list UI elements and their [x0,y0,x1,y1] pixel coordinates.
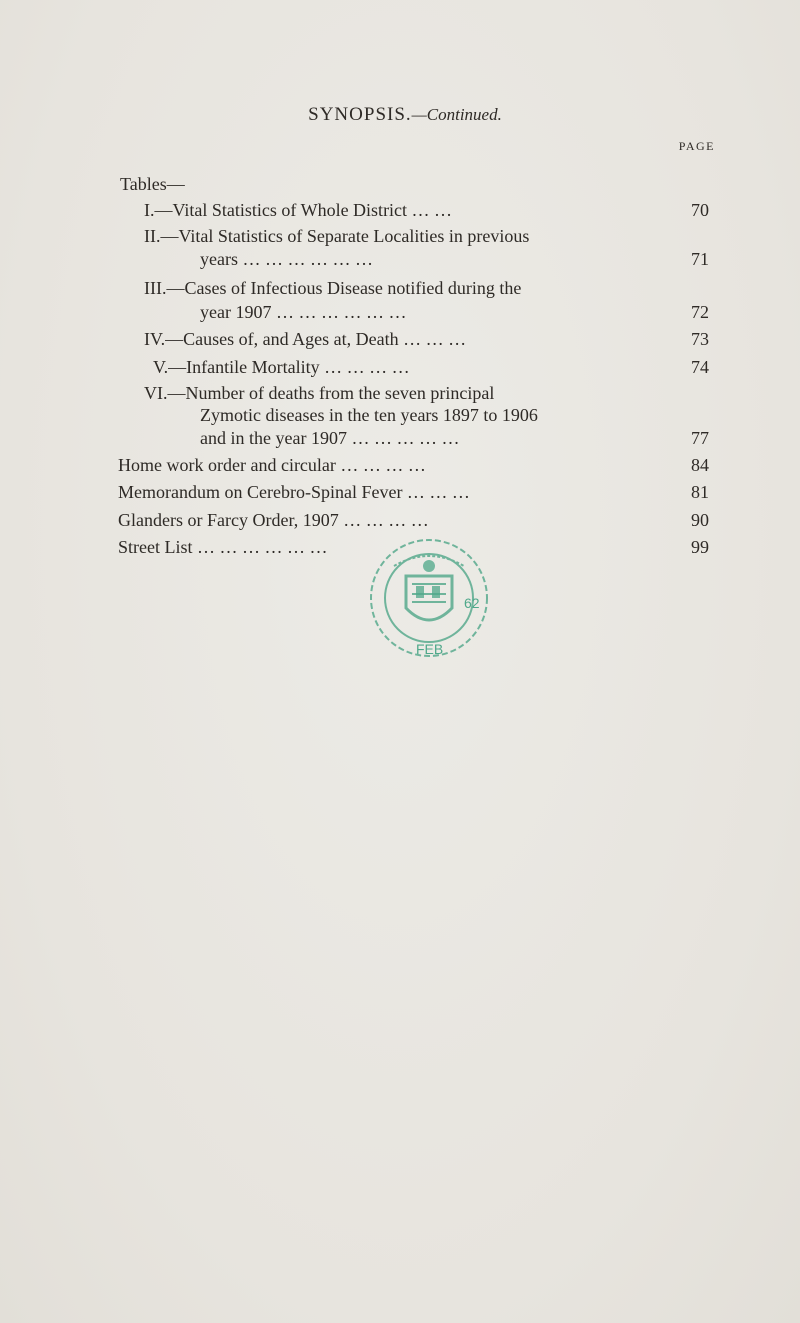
entry-6-line-3: and in the year 1907 … … … … … [200,428,460,448]
stamp-number: 62 [464,595,480,611]
entry-5-line-1: V.—Infantile Mortality … … … … [153,357,410,377]
entry-3-line-1: III.—Cases of Infectious Disease notified during the [144,278,522,298]
entry-6-line-2: Zymotic diseases in the ten years 1897 to 1906 [200,405,538,425]
entry-1-line-1: I.—Vital Statistics of Whole District … … [144,200,453,220]
stamp-month: FEB [416,641,444,657]
entry-10-line-1: Street List … … … … … … [118,537,328,557]
entry-10-page: 99 [691,537,709,557]
entry-9-line-1: Glanders or Farcy Order, 1907 … … … … [118,510,429,530]
page-column-label: PAGE [678,139,715,153]
entry-3-line-2: year 1907 … … … … … … [200,302,407,322]
entry-7-line-1: Home work order and circular … … … … [118,455,426,475]
entry-2-line-1: II.—Vital Statistics of Separate Localities in previous [144,226,530,246]
entry-6-line-1: VI.—Number of deaths from the seven principal [144,383,495,403]
heading-continued: —Continued. [411,105,502,124]
entry-8-page: 81 [691,482,709,502]
entry-4-line-1: IV.—Causes of, and Ages at, Death … … … [144,329,467,349]
entry-2-line-2: years … … … … … … [200,249,373,269]
entry-1-page: 70 [691,200,709,220]
entry-2-page: 71 [691,249,709,269]
entry-8-line-1: Memorandum on Cerebro-Spinal Fever … … … [118,482,470,502]
heading-title: SYNOPSIS. [308,104,412,125]
library-stamp [364,536,494,666]
entry-4-page: 73 [691,329,709,349]
entry-7-page: 84 [691,455,709,475]
entry-6-page: 77 [691,428,709,448]
entry-5-page: 74 [691,357,709,377]
tables-label: Tables— [120,174,185,194]
page-heading [0,104,800,126]
entry-9-page: 90 [691,510,709,530]
entry-3-page: 72 [691,302,709,322]
